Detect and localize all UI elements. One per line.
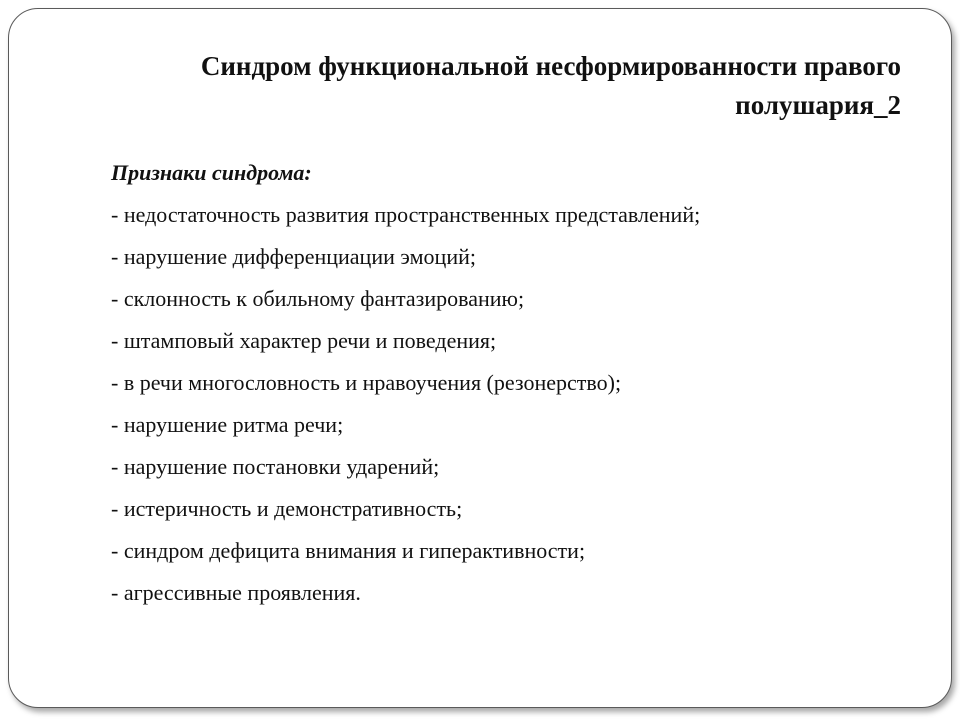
list-item: - нарушение ритма речи; <box>111 412 344 437</box>
list-item: - истеричность и демонстративность; <box>111 496 463 521</box>
list-item: - недостаточность развития пространственных представлений; <box>111 202 701 227</box>
list-heading: Признаки синдрома: <box>111 160 312 185</box>
list-item: - синдром дефицита внимания и гиперактивности; <box>111 538 586 563</box>
slide-content <box>111 152 911 614</box>
symptom-list <box>111 194 911 614</box>
list-item: - склонность к обильному фантазированию; <box>111 286 525 311</box>
list-item: - штамповый характер речи и поведения; <box>111 328 497 353</box>
list-item: - в речи многословность и нравоучения (резонерство); <box>111 370 622 395</box>
slide-frame <box>8 8 952 708</box>
list-item: - нарушение дифференциации эмоций; <box>111 244 476 269</box>
slide-title: Синдром функциональной несформированности правого полушария_2 <box>200 51 901 120</box>
list-item: - нарушение постановки ударений; <box>111 454 440 479</box>
list-item: - агрессивные проявления. <box>111 580 361 605</box>
